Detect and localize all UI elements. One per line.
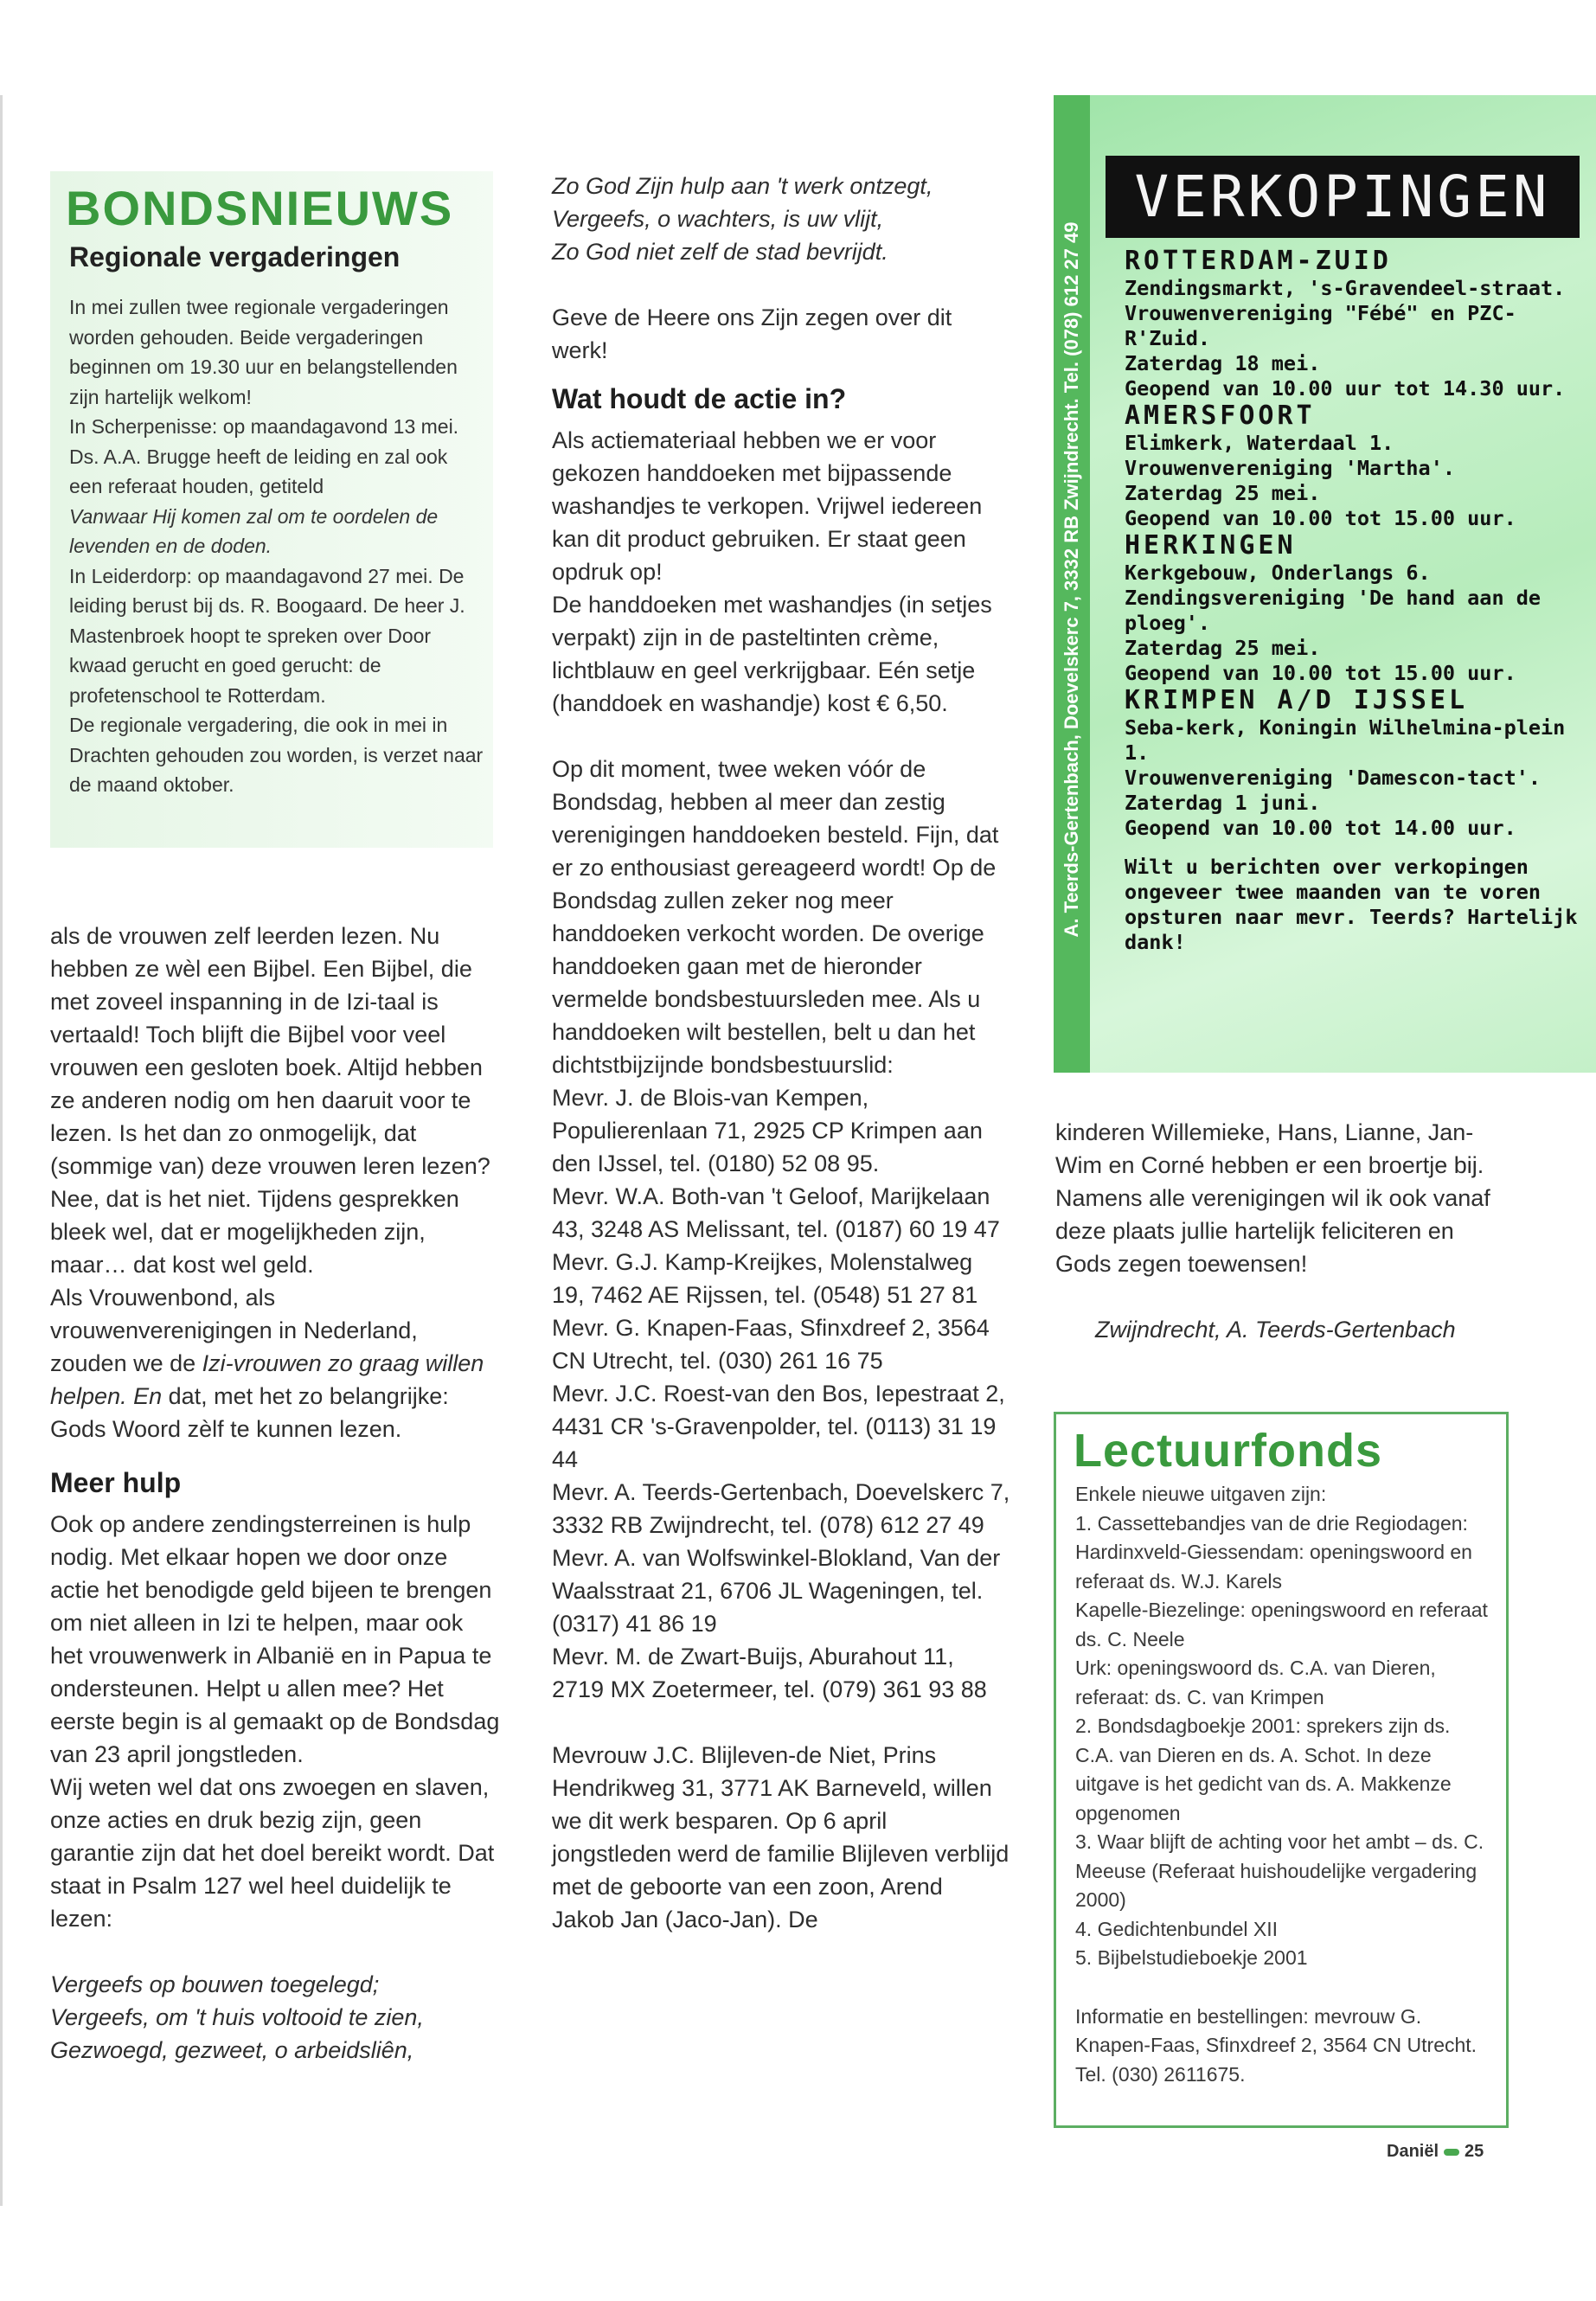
- column-1: [50, 920, 500, 2067]
- poem-line: Vergeefs, o wachters, is uw vlijt,: [552, 206, 884, 232]
- list-line: 3. Waar blijft de achting voor het ambt – ds. C. Meeuse (Referaat huishoudelijke vergadering 2000): [1075, 1830, 1484, 1911]
- lectuurfonds-text: [1075, 1480, 1490, 2089]
- page-number: 25: [1465, 2142, 1484, 2161]
- paragraph: Wij weten wel dat ons zwoegen en slaven, onze acties en druk bezig zijn, geen garantie zijn dat het doel bereikt wordt. Dat staat in Psalm 127 wel heel duidelijk te lezen:: [50, 1774, 495, 1932]
- lectuurfonds-title: Lectuurfonds: [1074, 1425, 1382, 1477]
- paragraph: kinderen Willemieke, Hans, Lianne, Jan-Wim en Corné hebben er een broertje bij. Namens alle verenigingen wil ik ook vanaf deze plaats jullie hartelijk feliciteren en Gods zegen toewensen!: [1055, 1119, 1490, 1277]
- entry-line: Zaterdag 18 mei.: [1125, 351, 1321, 375]
- paragraph: Geve de Heere ons Zijn zegen over dit werk!: [552, 304, 952, 363]
- entry-line: Zendingsmarkt, 's-Gravendeel-straat.: [1125, 276, 1566, 300]
- paragraph: In mei zullen twee regionale vergaderingen worden gehouden. Beide vergaderingen beginnen om 19.30 uur en belangstellenden zijn hartelijk welkom!: [69, 296, 458, 408]
- entry-line: Seba-kerk, Koningin Wilhelmina-plein 1.: [1125, 715, 1566, 765]
- paragraph: Mevrouw J.C. Blijleven-de Niet, Prins Hendrikweg 31, 3771 AK Barneveld, willen we dit werk besparen. Op 6 april jongstleden werd de familie Blijleven verblijd met de geboorte van een zoon, Arend Jakob Jan (Jaco-Jan). De: [552, 1742, 1010, 1932]
- ad-contact-text: A. Teerds-Gertenbach, Doevelskerc 7, 3332 RB Zwijndrecht. Tel. (078) 612 27 49: [1061, 221, 1082, 938]
- contact: Mevr. W.A. Both-van 't Geloof, Marijkelaan 43, 3248 AS Melissant, tel. (0187) 60 19 47: [552, 1183, 1000, 1242]
- poem-line: Gezwoegd, gezweet, o arbeidsliên,: [50, 2037, 414, 2063]
- paragraph: [50, 1281, 500, 1445]
- paragraph: In Scherpenisse: op maandagavond 13 mei. Ds. A.A. Brugge heeft de leiding en zal ook een referaat houden, getiteld: [69, 415, 459, 497]
- list-line: 1. Cassettebandjes van de drie Regiodagen:: [1075, 1511, 1468, 1535]
- entry-line: Geopend van 10.00 tot 15.00 uur.: [1125, 661, 1516, 685]
- contact: Mevr. G. Knapen-Faas, Sfinxdreef 2, 3564 CN Utrecht, tel. (030) 261 16 75: [552, 1315, 990, 1374]
- verkopingen-ad: [1054, 95, 1596, 1073]
- lectuurfonds-box: [1054, 1412, 1509, 2128]
- city-name: AMERSFOORT: [1125, 401, 1316, 431]
- poem-line: Zo God Zijn hulp aan 't werk ontzegt,: [552, 173, 933, 199]
- bullet-icon: [1444, 2149, 1459, 2156]
- bondsnieuws-text: [69, 292, 484, 800]
- contact: Mevr. J.C. Roest-van den Bos, Iepestraat 2, 4431 CR 's-Gravenpolder, tel. (0113) 31 19 44: [552, 1381, 1005, 1472]
- poem-line: Vergeefs, om 't huis voltooid te zien,: [50, 2004, 424, 2030]
- heading-meer-hulp: Meer hulp: [50, 1467, 182, 1498]
- contact: Mevr. A. van Wolfswinkel-Blokland, Van der Waalsstraat 21, 6706 JL Wageningen, tel. (0317) 41 86 19: [552, 1545, 1001, 1637]
- text-span-italic: Izi-vrouwen zo graag willen helpen. En: [50, 1350, 484, 1409]
- entry-line: Zaterdag 1 juni.: [1125, 791, 1321, 815]
- entry-line: Vrouwenvereniging 'Martha'.: [1125, 456, 1456, 480]
- paragraph: Als actiemateriaal hebben we er voor gekozen handdoeken met bijpassende washandjes te verkopen. Vrijwel iedereen kan dit product gebruiken. Er staat geen opdruk op!: [552, 427, 983, 585]
- entry-line: Elimkerk, Waterdaal 1.: [1125, 431, 1394, 455]
- entry-line: Zaterdag 25 mei.: [1125, 636, 1321, 660]
- order-info: Informatie en bestellingen: mevrouw G. Knapen-Faas, Sfinxdreef 2, 3564 CN Utrecht. Tel. (030) 2611675.: [1075, 2004, 1477, 2086]
- signature: Zwijndrecht, A. Teerds-Gertenbach: [1095, 1317, 1456, 1343]
- poem-line: Vergeefs op bouwen toegelegd;: [50, 1971, 380, 1997]
- list-line: Enkele nieuwe uitgaven zijn:: [1075, 1483, 1327, 1505]
- city-name: HERKINGEN: [1125, 530, 1297, 561]
- bondsnieuws-subtitle: Regionale vergaderingen: [69, 241, 401, 272]
- bondsnieuws-box: [50, 171, 493, 848]
- referaat-title: Vanwaar Hij komen zal om te oordelen de levenden en de doden.: [69, 504, 439, 557]
- entry-line: Zaterdag 25 mei.: [1125, 481, 1321, 505]
- paragraph: Ook op andere zendingsterreinen is hulp nodig. Met elkaar hopen we door onze actie het benodigde geld bijeen te brengen om niet alleen in Izi te helpen, maar ook het vrouwenwerk in Albanië en in Papua te ondersteunen. Helpt u allen mee? Het eerste begin is al gemaakt op de Bondsdag van 23 april jongstleden.: [50, 1511, 500, 1767]
- verkopingen-title: VERKOPINGEN: [1106, 156, 1580, 238]
- column-3: [1055, 1116, 1505, 1346]
- magazine-name: Daniël: [1387, 2142, 1439, 2161]
- paragraph: Op dit moment, twee weken vóór de Bondsdag, hebben al meer dan zestig verenigingen handdoeken besteld. Fijn, dat er zo enthousiast gereageerd wordt! Op de Bondsdag zullen zeker nog meer handdoeken verkocht worden. De overige handdoeken gaan met de hieronder vermelde bondsbestuursleden mee. Als u handdoeken wilt bestellen, belt u dan het dichtstbijzijnde bondsbestuurslid:: [552, 756, 999, 1078]
- list-line: Urk: openingswoord ds. C.A. van Dieren, referaat: ds. C. van Krimpen: [1075, 1657, 1436, 1708]
- list-line: 4. Gedichtenbundel XII: [1075, 1917, 1278, 1940]
- entry-line: Geopend van 10.00 tot 15.00 uur.: [1125, 506, 1516, 530]
- contact: Mevr. J. de Blois-van Kempen, Populierenlaan 71, 2925 CP Krimpen aan den IJssel, tel. (0180) 52 08 95.: [552, 1085, 983, 1176]
- contact: Mevr. M. de Zwart-Buijs, Aburahout 11, 2719 MX Zoetermeer, tel. (079) 361 93 88: [552, 1644, 987, 1702]
- ad-contact-stripe: [1054, 95, 1090, 1073]
- list-line: 5. Bijbelstudieboekje 2001: [1075, 1946, 1308, 1969]
- paragraph: als de vrouwen zelf leerden lezen. Nu hebben ze wèl een Bijbel. Een Bijbel, die met zoveel inspanning in de Izi-taal is vertaald! Toch blijft die Bijbel voor veel vrouwen een gesloten boek. Altijd hebben ze anderen nodig om hen daaruit voor te lezen. Is het dan zo onmogelijk, dat (sommige van) deze vrouwen leren lezen? Nee, dat is het niet. Tijdens gesprekken bleek wel, dat er mogelijkheden zijn, maar… dat kost wel geld.: [50, 923, 490, 1278]
- entry-line: Vrouwenvereniging "Fébé" en PZC-R'Zuid.: [1125, 301, 1516, 350]
- entry-line: Geopend van 10.00 uur tot 14.30 uur.: [1125, 376, 1566, 401]
- entry-line: Kerkgebouw, Onderlangs 6.: [1125, 561, 1431, 585]
- list-line: 2. Bondsdagboekje 2001: sprekers zijn ds. C.A. van Dieren en ds. A. Schot. In deze uitgave is het gedicht van ds. A. Makkenze opgenomen: [1075, 1715, 1452, 1824]
- page-footer: [1387, 2142, 1484, 2162]
- city-name: KRIMPEN A/D IJSSEL: [1125, 685, 1469, 715]
- entry-line: Zendingsvereniging 'De hand aan de ploeg'.: [1125, 586, 1542, 635]
- paragraph: De handdoeken met washandjes (in setjes verpakt) zijn in de pasteltinten crème, lichtblauw en geel verkrijgbaar. Eén setje (handdoek en washandje) kost € 6,50.: [552, 592, 992, 716]
- list-line: Hardinxveld-Giessendam: openingswoord en referaat ds. W.J. Karels: [1075, 1541, 1472, 1593]
- page-edge-rule: [0, 95, 3, 2206]
- paragraph: De regionale vergadering, die ook in mei in Drachten gehouden zou worden, is verzet naar de maand oktober.: [69, 714, 484, 796]
- heading-actie: Wat houdt de actie in?: [552, 383, 847, 414]
- contact: Mevr. G.J. Kamp-Kreijkes, Molenstalweg 19, 7462 AE Rijssen, tel. (0548) 51 27 81: [552, 1249, 978, 1308]
- entry-line: Vrouwenvereniging 'Damescon-tact'.: [1125, 766, 1542, 790]
- column-2: [552, 170, 1010, 1936]
- paragraph: In Leiderdorp: op maandagavond 27 mei. De leiding berust bij ds. R. Boogaard. De heer J. Mastenbroek hoopt te spreken over Door kwaad gerucht en goed gerucht: de profetenschool te Rotterdam.: [69, 564, 465, 707]
- text-span: Als Vrouwenbond, als vrouwenverenigingen in Nederland, zouden we de: [50, 1285, 418, 1376]
- contact: Mevr. A. Teerds-Gertenbach, Doevelskerc 7, 3332 RB Zwijndrecht, tel. (078) 612 27 49: [552, 1479, 1010, 1538]
- entry-line: Geopend van 10.00 tot 14.00 uur.: [1125, 816, 1516, 840]
- city-name: ROTTERDAM-ZUID: [1125, 246, 1392, 276]
- list-line: Kapelle-Biezelinge: openingswoord en referaat ds. C. Neele: [1075, 1599, 1488, 1650]
- verkopingen-list: [1125, 247, 1583, 955]
- bondsnieuws-title: BONDSNIEUWS: [66, 181, 454, 235]
- text-span: dat, met het zo belangrijke: Gods Woord zèlf te kunnen lezen.: [50, 1383, 449, 1442]
- verkopingen-notice: Wilt u berichten over verkopingen ongeveer twee maanden van te voren opsturen naar mevr. Teerds? Hartelijk dank!: [1125, 855, 1578, 954]
- poem-line: Zo God niet zelf de stad bevrijdt.: [552, 239, 888, 265]
